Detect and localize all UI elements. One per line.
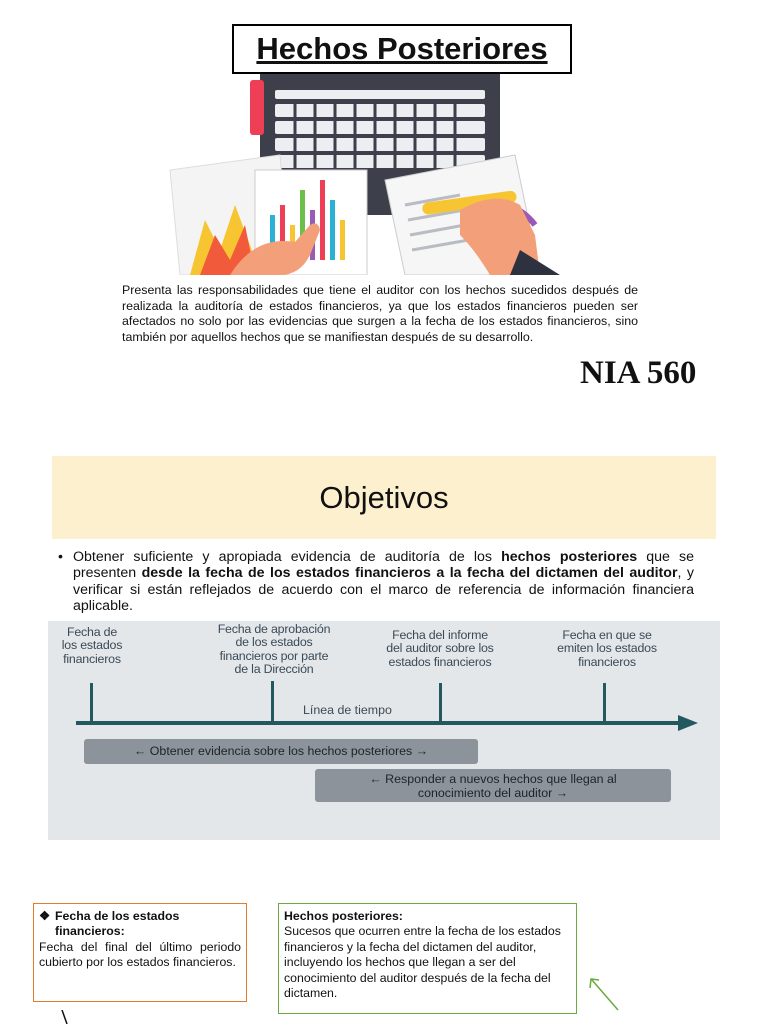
timeline-tick-2 (271, 681, 274, 723)
timeline-label-2: Fecha de aprobación de los estados financieros por parte de la Dirección (217, 622, 331, 677)
definition-title: Hechos posteriores: (284, 909, 403, 923)
objective-text: Obtener suficiente y apropiada evidencia de auditoría de los hechos posteriores que se presenten desde la fecha de los estados financieros a la fecha del dictamen del auditor, y verificar si están reflejados de acuerdo con el marco de referencia de información financiera aplicable. (73, 549, 695, 615)
timeline-tick-1 (90, 683, 93, 723)
definition-title: ❖ Fecha de los estados financieros: (39, 909, 180, 939)
definition-box-hechos (278, 903, 577, 1014)
timeline-label-4: Fecha en que se emiten los estados financieros (557, 628, 657, 669)
timeline-tick-3 (439, 683, 442, 723)
response-pill-line-2: conocimiento del auditor → (417, 786, 569, 800)
evidence-period-pill: ← Obtener evidencia sobre los hechos posteriores → (84, 739, 478, 764)
timeline-label-1: Fecha de los estados financieros (61, 625, 123, 666)
timeline-line (76, 721, 686, 725)
pointer-arrow-icon (586, 974, 622, 1014)
diamond-bullet-icon: ❖ (39, 909, 51, 923)
intro-paragraph: Presenta las responsabilidades que tiene el auditor con los hechos sucedidos después de realizada la auditoría de estados financieros, ya que los estados financieros pueden ser afectados no solo por las evidencias que surgen a la fecha de los estados financieros, sino también por aquellos hechos que se manifiestan después de su desarrollo. (122, 283, 638, 344)
definition-box-fecha (33, 903, 247, 1002)
bullet-marker: • (58, 549, 63, 565)
response-period-pill (315, 769, 671, 802)
timeline-tick-4 (603, 683, 606, 723)
timeline-label-3: Fecha del informe del auditor sobre los estados financieros (386, 628, 494, 669)
objective-bullet (58, 549, 694, 615)
timeline-diagram (48, 621, 720, 840)
definition-text: Fecha del final del último periodo cubierto por los estados financieros. (39, 939, 241, 970)
timeline-arrowhead (678, 715, 698, 731)
timeline-line-label: Línea de tiempo (303, 703, 392, 717)
definition-text: Sucesos que ocurren entre la fecha de los estados financieros y la fecha del dictamen del auditor, incluyendo los hechos que llegan a ser del conocimiento del auditor después de la fecha del dictamen. (284, 924, 561, 1001)
connector-line-icon (60, 1010, 70, 1024)
objectives-heading: Objetivos (52, 456, 716, 539)
standard-label: NIA 560 (580, 355, 697, 391)
response-pill-line-1: ← Responder a nuevos hechos que llegan al (369, 772, 617, 786)
page-title: Hechos Posteriores (232, 24, 572, 74)
